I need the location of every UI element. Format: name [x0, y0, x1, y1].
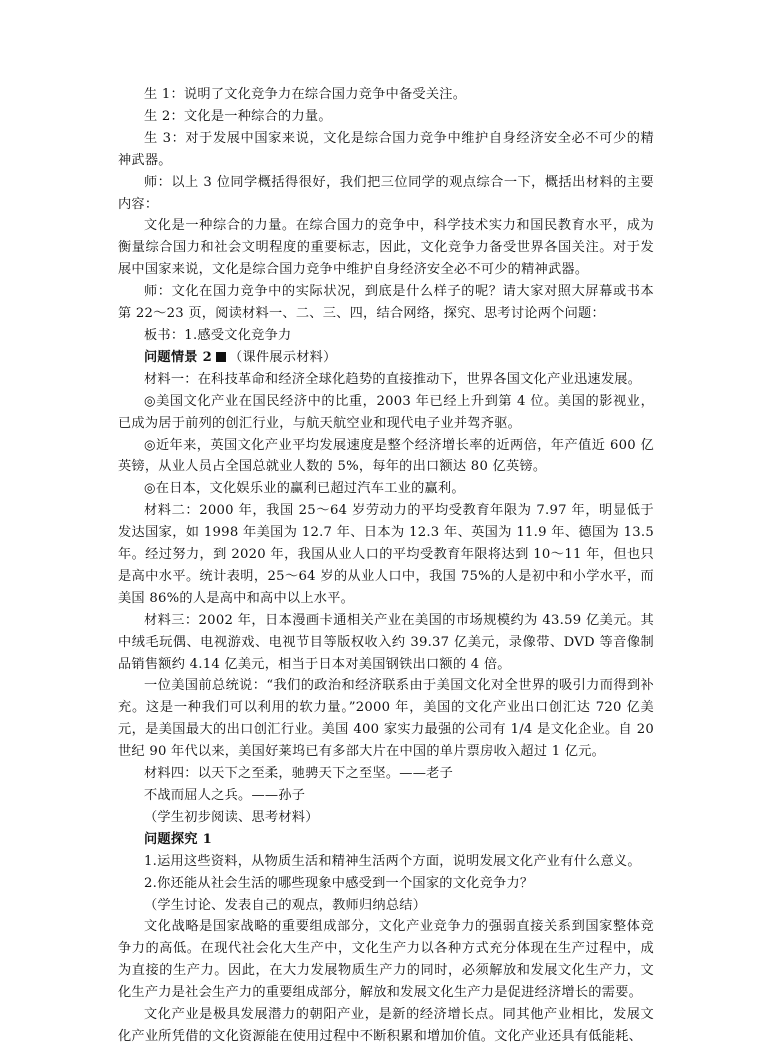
paragraph: 生 2：文化是一种综合的力量。: [144, 108, 332, 124]
section-heading-title: 问题情景 2: [144, 349, 213, 365]
paragraph: 文化产业是极具发展潜力的朝阳产业，是新的经济增长点。同其他产业相比，发展文化产业所凭借的文化资源能在使用过程中不断积累和增加价值。文化产业还具有低能耗、: [118, 1007, 654, 1044]
paragraph: 生 3：对于发展中国家来说，文化是综合国力竞争中维护自身经济安全必不可少的精神武器。: [118, 130, 654, 168]
paragraph: 材料二：2000 年，我国 25～64 岁劳动力的平均受教育年限为 7.97 年，明显低于发达国家，如 1998 年美国为 12.7 年、日本为 12.3 年、英国为 11.9 年、德国为 13.5 年。经过努力，到 2020 年，我国从业人口的平均受教育年限将达到 10～11 年，但也只是高中水平。统计表明，25～64 岁的从业人口中，我国 75%的人是初中和小学水平，而美国 86%的人是高中和高中以上水平。: [118, 503, 654, 606]
paragraph: 2.你还能从社会生活的哪些现象中感受到一个国家的文化竞争力？: [144, 875, 534, 891]
paragraph: 师：文化在国力竞争中的实际状况，到底是什么样子的呢？请大家对照大屏幕或书本第 22～23 页，阅读材料一、二、三、四，结合网络，探究、思考讨论两个问题：: [118, 284, 654, 322]
paragraph: 板书：1.感受文化竞争力: [144, 327, 292, 343]
paragraph: 材料三：2002 年，日本漫画卡通相关产业在美国的市场规模约为 43.59 亿美元。其中绒毛玩偶、电视游戏、电视节目等版权收入约 39.37 亿美元，录像带、DVD 等音像制品销售额约 4.14 亿美元，相当于日本对美国钢铁出口额的 4 倍。: [118, 612, 654, 672]
paragraph: 师：以上 3 位同学概括得很好，我们把三位同学的观点综合一下，概括出材料的主要内容：: [118, 174, 654, 212]
paragraph: 材料四：以天下之至柔，驰骋天下之至坚。——老子: [144, 766, 454, 782]
paragraph: 一位美国前总统说：“我们的政治和经济联系由于美国文化对全世界的吸引力而得到补充。这是一种我们可以利用的软力量。”2000 年，美国的文化产业出口创汇达 720 亿美元，是美国最大的出口创汇行业。美国 400 家实力最强的公司有 1/4 是文化企业。自 20 世纪 90 年代以来，美国好莱坞已有多部大片在中国的单片票房收入超过 1 亿元。: [118, 678, 654, 760]
section-heading: 问题探究 1: [144, 831, 213, 847]
paragraph: 生 1：说明了文化竞争力在综合国力竞争中备受关注。: [144, 87, 467, 102]
paragraph: 文化战略是国家战略的重要组成部分，文化产业竞争力的强弱直接关系到国家整体竞争力的高低。在现代社会化大生产中，文化生产力以各种方式充分体现在生产过程中，成为直接的生产力。因此，在大力发展物质生产力的同时，必须解放和发展文化生产力，文化生产力是社会生产力的重要组成部分，解放和发展文化生产力是促进经济增长的需要。: [118, 919, 654, 1001]
paragraph: （学生讨论、发表自己的观点，教师归纳总结）: [144, 897, 427, 913]
paragraph: 材料一：在科技革命和经济全球化趋势的直接推动下，世界各国文化产业迅速发展。: [144, 371, 642, 387]
paragraph: （学生初步阅读、思考材料）: [144, 809, 319, 825]
paragraph: ◎在日本，文化娱乐业的赢利已超过汽车工业的赢利。: [144, 481, 465, 497]
paragraph: 文化是一种综合的力量。在综合国力的竞争中，科学技术实力和国民教育水平，成为衡量综合国力和社会文明程度的重要标志，因此，文化竞争力备受世界各国关注。对于发展中国家来说，文化是综合国力竞争中维护自身经济安全必不可少的精神武器。: [118, 218, 654, 278]
document-page: [118, 84, 654, 1048]
paragraph: 1.运用这些资料，从物质生活和精神生活两个方面，说明发展文化产业有什么意义。: [144, 853, 641, 869]
section-heading: [118, 347, 654, 369]
paragraph: ◎美国文化产业在国民经济中的比重，2003 年已经上升到第 4 位。美国的影视业，已成为居于前列的创汇行业，与航天航空业和现代电子业并驾齐驱。: [118, 393, 654, 431]
paragraph: ◎近年来，英国文化产业平均发展速度是整个经济增长率的近两倍，年产值近 600 亿英镑，从业人员占全国总就业人数的 5%，每年的出口额达 80 亿英镑。: [118, 437, 654, 475]
paragraph: 不战而屈人之兵。——孙子: [144, 788, 306, 803]
section-heading-note: （课件展示材料）: [229, 349, 337, 365]
square-bullet-icon: [216, 352, 226, 362]
